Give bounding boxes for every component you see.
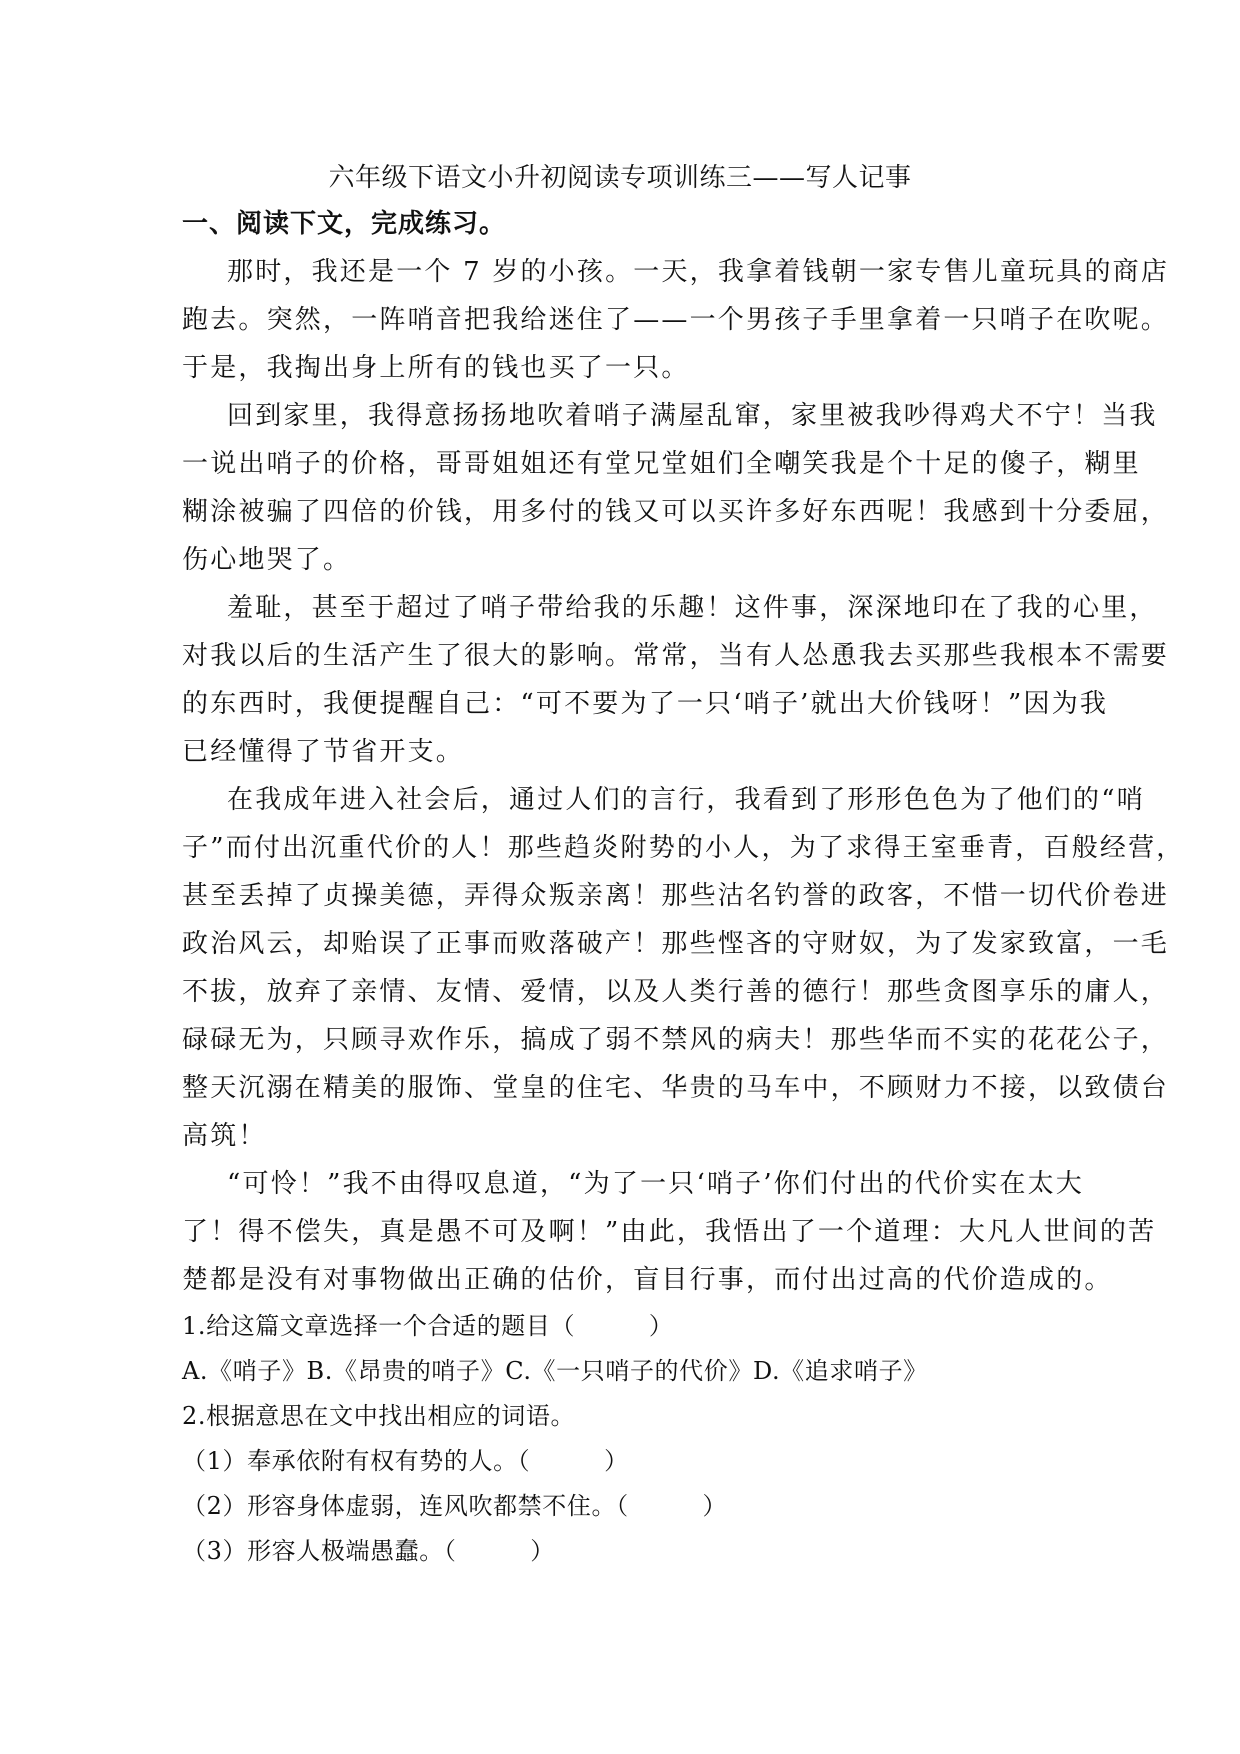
paragraph-2-line-4: 伤心地哭了。 — [182, 545, 352, 575]
paragraph-3-line-4: 已经懂得了节省开支。 — [182, 737, 465, 767]
question-2-item-1: （1）奉承依附有权有势的人。（ ） — [182, 1447, 629, 1475]
paragraph-2-line-1: 回到家里，我得意扬扬地吹着哨子满屋乱窜，家里被我吵得鸡犬不宁！当我 — [227, 401, 1158, 431]
paragraph-1-line-1: 那时，我还是一个 7 岁的小孩。一天，我拿着钱朝一家专售儿童玩具的商店 — [227, 257, 1170, 287]
paragraph-4-line-4: 政治风云，却贻误了正事而败落破产！那些悭吝的守财奴，为了发家致富，一毛 — [182, 929, 1170, 959]
paragraph-4-line-1: 在我成年进入社会后，通过人们的言行，我看到了形形色色为了他们的“哨 — [227, 785, 1145, 815]
question-2-item-2: （2）形容身体虚弱，连风吹都禁不住。（ ） — [182, 1492, 728, 1520]
paragraph-1-line-2: 跑去。突然，一阵哨音把我给迷住了——一个男孩子手里拿着一只哨子在吹呢。 — [182, 305, 1170, 335]
paragraph-4-line-5: 不拔，放弃了亲情、友情、爱情，以及人类行善的德行！那些贪图享乐的庸人， — [182, 977, 1170, 1007]
paragraph-4-line-2: 子”而付出沉重代价的人！那些趋炎附势的小人，为了求得王室垂青，百般经营， — [182, 833, 1185, 863]
question-2-item-3: （3）形容人极端愚蠢。（ ） — [182, 1537, 555, 1565]
page-title: 六年级下语文小升初阅读专项训练三——写人记事 — [328, 163, 912, 193]
paragraph-4-line-3: 甚至丢掉了贞操美德，弄得众叛亲离！那些沽名钓誉的政客，不惜一切代价卷进 — [182, 881, 1170, 911]
paragraph-5-line-3: 楚都是没有对事物做出正确的估价，盲目行事，而付出过高的代价造成的。 — [182, 1265, 1113, 1295]
paragraph-4-line-8: 高筑！ — [182, 1121, 267, 1151]
paragraph-4-line-6: 碌碌无为，只顾寻欢作乐，搞成了弱不禁风的病夫！那些华而不实的花花公子， — [182, 1025, 1170, 1055]
question-2: 2.根据意思在文中找出相应的词语。 — [182, 1402, 576, 1430]
paragraph-4-line-7: 整天沉溺在精美的服饰、堂皇的住宅、华贵的马车中，不顾财力不接，以致债台 — [182, 1073, 1170, 1103]
paragraph-2-line-2: 一说出哨子的价格，哥哥姐姐还有堂兄堂姐们全嘲笑我是个十足的傻子，糊里 — [182, 449, 1141, 479]
paragraph-3-line-3: 的东西时，我便提醒自己：“可不要为了一只‘哨子’就出大价钱呀！”因为我 — [182, 689, 1109, 719]
question-1: 1.给这篇文章选择一个合适的题目（ ） — [182, 1312, 674, 1340]
paragraph-5-line-1: “可怜！”我不由得叹息道，“为了一只‘哨子’你们付出的代价实在太大 — [227, 1169, 1085, 1199]
paragraph-3-line-1: 羞耻，甚至于超过了哨子带给我的乐趣！这件事，深深地印在了我的心里， — [227, 593, 1158, 623]
question-1-options: A.《哨子》B.《昂贵的哨子》C.《一只哨子的代价》D.《追求哨子》 — [182, 1357, 928, 1385]
paragraph-3-line-2: 对我以后的生活产生了很大的影响。常常，当有人怂恿我去买那些我根本不需要 — [182, 641, 1170, 671]
paragraph-5-line-2: 了！得不偿失，真是愚不可及啊！”由此，我悟出了一个道理：大凡人世间的苦 — [182, 1217, 1157, 1247]
paragraph-2-line-3: 糊涂被骗了四倍的价钱，用多付的钱又可以买许多好东西呢！我感到十分委屈， — [182, 497, 1170, 527]
section-heading: 一、阅读下文，完成练习。 — [182, 209, 507, 239]
paragraph-1-line-3: 于是，我掏出身上所有的钱也买了一只。 — [182, 353, 690, 383]
